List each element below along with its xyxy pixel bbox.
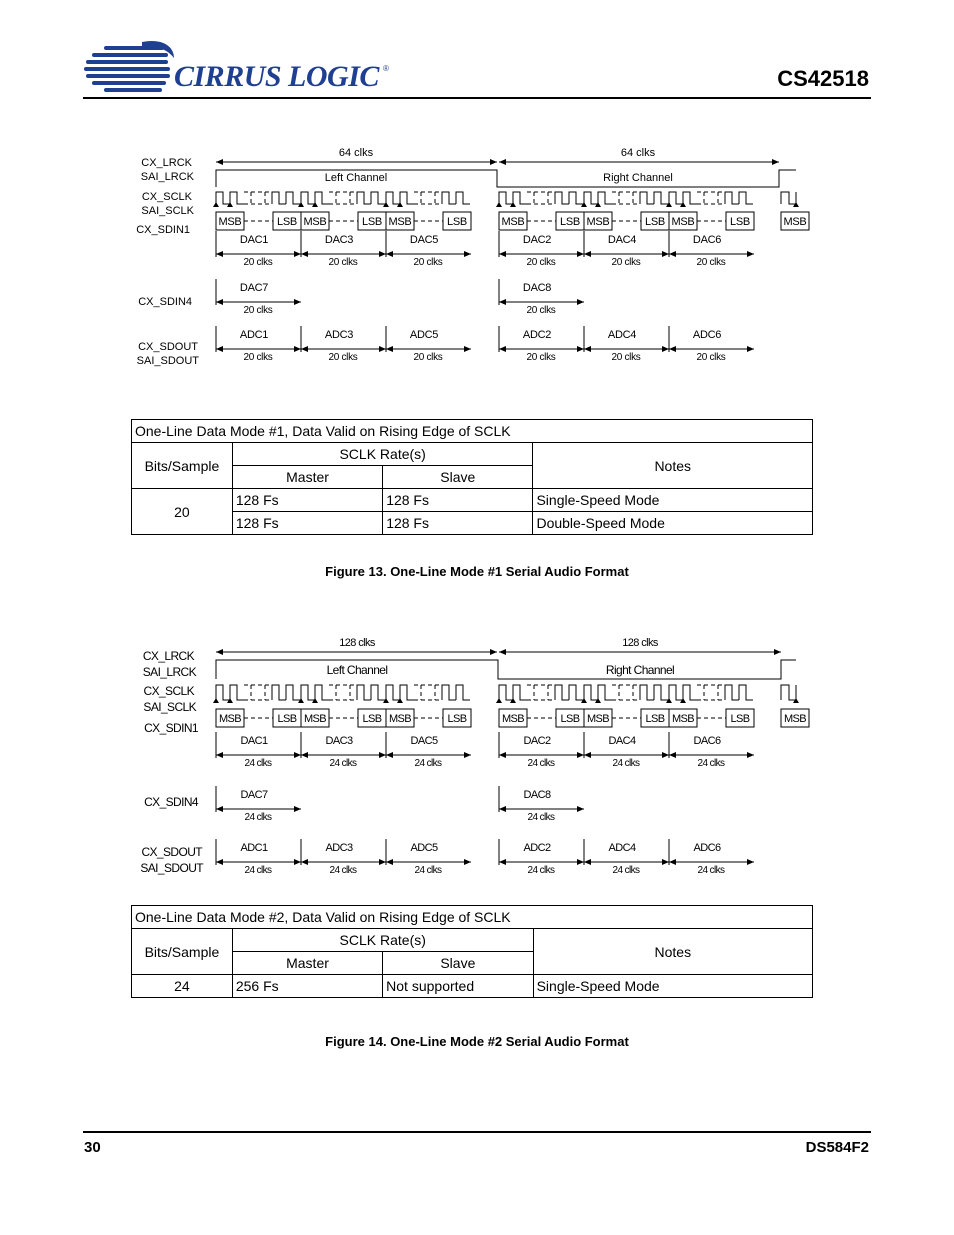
sclk-pulse — [301, 685, 315, 700]
fig14-row1-bits: 24 — [132, 975, 233, 998]
doc-id: DS584F2 — [805, 1139, 869, 1156]
slot-channel-label: DAC1 — [240, 735, 268, 747]
slot-clks-label: 20 clks — [328, 257, 358, 268]
lsb-label: LSB — [645, 216, 665, 228]
fig14-label-sdout: CX_SDOUT — [141, 845, 202, 859]
slot-clks-label: 20 clks — [526, 305, 556, 316]
slot-channel-label: ADC2 — [523, 842, 551, 854]
slot-clks-label: 24 clks — [329, 758, 357, 769]
sclk-pulse — [640, 685, 654, 700]
msb-label: MSB — [388, 216, 412, 228]
lsb-label: LSB — [560, 216, 580, 228]
rising-edge-arrow-icon — [213, 698, 219, 703]
fig13-label-sai-sdout: SAI_SDOUT — [136, 355, 199, 367]
lsb-label: LSB — [645, 713, 665, 725]
msb-label: MSB — [218, 713, 242, 725]
sclk-dashed-run — [527, 685, 555, 700]
slot-clks-label: 20 clks — [243, 305, 273, 316]
slot-clks-label: 24 clks — [244, 812, 272, 823]
slot-clks-label: 20 clks — [611, 352, 641, 363]
slot-clks-label: 24 clks — [414, 758, 442, 769]
slot-clks-label: 24 clks — [527, 812, 555, 823]
sclk-pulse — [499, 685, 513, 700]
sclk-pulse — [272, 685, 286, 700]
slot-channel-label: ADC1 — [239, 329, 269, 341]
slot-channel-label: DAC5 — [410, 735, 438, 747]
slot-channel-label: ADC6 — [693, 842, 721, 854]
sclk-pulse — [584, 685, 598, 700]
msb-label: MSB — [671, 713, 695, 725]
fig13-row2-slave: 128 Fs — [383, 512, 533, 535]
fig13-slave-header: Slave — [383, 466, 533, 489]
part-number: CS42518 — [777, 66, 869, 91]
fig14-spec-table — [131, 905, 813, 998]
slot-channel-label: ADC5 — [410, 842, 438, 854]
sclk-pulse — [739, 685, 753, 700]
fig14-slot-rows — [216, 732, 754, 876]
slot-channel-label: DAC6 — [692, 234, 722, 246]
fig14-row1-notes: Single-Speed Mode — [533, 975, 812, 998]
slot-channel-label: ADC5 — [409, 329, 439, 341]
slot-clks-label: 24 clks — [612, 758, 640, 769]
slot-channel-label: DAC5 — [409, 234, 439, 246]
sclk-pulse — [725, 685, 739, 700]
slot-channel-label: DAC4 — [607, 234, 637, 246]
fig13-bits-header: Bits/Sample — [132, 443, 233, 489]
fig14-lrck-waveform — [216, 660, 796, 679]
slot-clks-label: 24 clks — [612, 865, 640, 876]
fig13-row2-notes: Double-Speed Mode — [533, 512, 813, 535]
slot-channel-label: ADC3 — [324, 329, 354, 341]
fig13-label-sdout: CX_SDOUT — [138, 341, 198, 353]
msb-label: MSB — [388, 713, 412, 725]
fig14-label-sai-lrck: SAI_LRCK — [142, 665, 196, 679]
sclk-pulse — [781, 685, 796, 700]
fig13-bits-value: 20 — [132, 489, 233, 535]
fig13-label-sai-lrck: SAI_LRCK — [140, 171, 194, 183]
slot-channel-label: ADC4 — [607, 329, 637, 341]
sclk-dashed-run — [329, 685, 357, 700]
slot-channel-label: DAC7 — [240, 789, 268, 801]
logo-wordmark: CIRRUS LOGIC — [174, 60, 379, 93]
msb-label: MSB — [671, 216, 695, 228]
fig13-table-title: One-Line Data Mode #1, Data Valid on Rising Edge of SCLK — [132, 420, 813, 443]
msb-label: MSB — [218, 216, 242, 228]
msb-label: MSB — [586, 216, 610, 228]
slot-clks-label: 24 clks — [329, 865, 357, 876]
slot-channel-label: DAC7 — [239, 282, 269, 294]
lsb-label: LSB — [277, 216, 297, 228]
msb-label: MSB — [303, 713, 327, 725]
slot-channel-label: ADC6 — [692, 329, 722, 341]
fig13-label-cx-sclk: CX_SCLK — [141, 191, 192, 203]
slot-clks-label: 24 clks — [414, 865, 442, 876]
msb-label: MSB — [303, 216, 327, 228]
fig13-notes-header: Notes — [533, 443, 813, 489]
slot-clks-label: 20 clks — [413, 352, 443, 363]
fig14-label-cx-lrck: CX_LRCK — [142, 649, 194, 663]
fig14-row1-master: 256 Fs — [232, 975, 382, 998]
fig14-slave-header: Slave — [383, 952, 533, 975]
fig13-row1-notes: Single-Speed Mode — [533, 489, 813, 512]
msb-label: MSB — [783, 216, 807, 228]
sclk-dashed-run — [414, 685, 442, 700]
sclk-pulse — [400, 685, 414, 700]
lsb-label: LSB — [447, 216, 467, 228]
fig14-table-title: One-Line Data Mode #2, Data Valid on Rising Edge of SCLK — [132, 906, 813, 929]
fig13-frame-left-label: 64 clks — [338, 147, 374, 159]
fig13-master-header: Master — [232, 466, 382, 489]
fig13-row1-slave: 128 Fs — [383, 489, 533, 512]
sclk-pulse — [654, 685, 668, 700]
fig14-frame-right-label: 128 clks — [622, 637, 658, 649]
msb-label: MSB — [501, 713, 525, 725]
fig14-sdin1-row — [216, 709, 809, 727]
slot-clks-label: 20 clks — [328, 352, 358, 363]
rising-edge-arrow-icon — [496, 698, 502, 703]
table-row — [132, 975, 813, 998]
fig14-frame-left-label: 128 clks — [339, 637, 375, 649]
sclk-pulse — [230, 685, 244, 700]
lsb-label: LSB — [730, 216, 750, 228]
fig14-right-channel: Right Channel — [605, 663, 675, 677]
sclk-pulse — [386, 685, 400, 700]
slot-clks-label: 24 clks — [244, 758, 272, 769]
slot-clks-label: 20 clks — [243, 257, 273, 268]
sclk-pulse — [456, 685, 470, 700]
sclk-pulse — [286, 685, 300, 700]
fig13-sclk-header: SCLK Rate(s) — [232, 443, 533, 466]
slot-channel-label: ADC1 — [240, 842, 268, 854]
slot-clks-label: 24 clks — [697, 865, 725, 876]
fig14-sclk-header: SCLK Rate(s) — [232, 929, 533, 952]
slot-clks-label: 20 clks — [696, 257, 726, 268]
slot-clks-label: 20 clks — [696, 352, 726, 363]
lsb-label: LSB — [560, 713, 580, 725]
fig13-label-sai-sclk: SAI_SCLK — [141, 205, 194, 217]
lsb-label: LSB — [730, 713, 750, 725]
fig13-caption: Figure 13. One-Line Mode #1 Serial Audio Format — [325, 564, 629, 579]
fig13-right-channel: Right Channel — [603, 172, 673, 184]
fig14-label-sdin4: CX_SDIN4 — [144, 795, 198, 809]
slot-channel-label: DAC2 — [523, 735, 551, 747]
msb-label: MSB — [783, 713, 807, 725]
fig14-label-sai-sdout: SAI_SDOUT — [140, 861, 203, 875]
slot-channel-label: DAC8 — [522, 282, 552, 294]
page-number: 30 — [84, 1139, 101, 1156]
msb-label: MSB — [586, 713, 610, 725]
sclk-dashed-run — [697, 685, 725, 700]
sclk-pulse — [683, 685, 697, 700]
slot-clks-label: 20 clks — [526, 352, 556, 363]
sclk-pulse — [669, 685, 683, 700]
sclk-pulse — [371, 685, 385, 700]
slot-clks-label: 20 clks — [243, 352, 273, 363]
lsb-label: LSB — [362, 713, 382, 725]
slot-channel-label: ADC4 — [608, 842, 636, 854]
fig14-left-channel: Left Channel — [326, 663, 388, 677]
fig13-row1-master: 128 Fs — [232, 489, 382, 512]
slot-channel-label: DAC6 — [693, 735, 721, 747]
fig14-frame-arrows — [216, 649, 781, 655]
fig13-label-sdin1: CX_SDIN1 — [136, 224, 190, 236]
fig14-master-header: Master — [232, 952, 382, 975]
fig14-caption: Figure 14. One-Line Mode #2 Serial Audio Format — [325, 1034, 629, 1049]
fig13-left-channel: Left Channel — [324, 172, 388, 184]
fig13-label-cx-lrck: CX_LRCK — [141, 157, 192, 169]
fig14-signal-labels — [140, 649, 204, 875]
fig14-notes-header: Notes — [533, 929, 812, 975]
slot-channel-label: DAC4 — [608, 735, 636, 747]
lsb-label: LSB — [447, 713, 467, 725]
slot-channel-label: DAC3 — [324, 234, 354, 246]
fig14-label-sdin1: CX_SDIN1 — [144, 721, 198, 735]
sclk-pulse — [569, 685, 583, 700]
fig13-frame-right-label: 64 clks — [620, 147, 656, 159]
fig13-label-sdin4: CX_SDIN4 — [138, 296, 192, 308]
slot-channel-label: ADC3 — [325, 842, 353, 854]
slot-channel-label: DAC2 — [522, 234, 552, 246]
fig14-bits-header: Bits/Sample — [132, 929, 233, 975]
slot-clks-label: 24 clks — [527, 865, 555, 876]
fig13-row2-master: 128 Fs — [232, 512, 382, 535]
fig14-label-sai-sclk: SAI_SCLK — [143, 700, 196, 714]
slot-channel-label: ADC2 — [522, 329, 552, 341]
registered-mark: ® — [383, 64, 389, 73]
fig14-row1-slave: Not supported — [383, 975, 533, 998]
slot-clks-label: 24 clks — [697, 758, 725, 769]
sclk-pulse — [513, 685, 527, 700]
fig14-sclk-waveform — [213, 685, 799, 703]
slot-channel-label: DAC8 — [523, 789, 551, 801]
msb-label: MSB — [501, 216, 525, 228]
lsb-label: LSB — [277, 713, 297, 725]
sclk-dashed-run — [244, 685, 272, 700]
slot-channel-label: DAC3 — [325, 735, 353, 747]
sclk-pulse — [442, 685, 456, 700]
slot-clks-label: 24 clks — [527, 758, 555, 769]
fig14-label-cx-sclk: CX_SCLK — [143, 684, 194, 698]
sclk-pulse — [357, 685, 371, 700]
footer-rule — [83, 1131, 871, 1133]
sclk-pulse — [598, 685, 612, 700]
sclk-pulse — [555, 685, 569, 700]
lsb-label: LSB — [362, 216, 382, 228]
sclk-pulse — [315, 685, 329, 700]
slot-clks-label: 20 clks — [526, 257, 556, 268]
slot-clks-label: 20 clks — [413, 257, 443, 268]
slot-channel-label: DAC1 — [239, 234, 269, 246]
slot-clks-label: 24 clks — [244, 865, 272, 876]
slot-clks-label: 20 clks — [611, 257, 641, 268]
sclk-pulse — [216, 685, 230, 700]
sclk-dashed-run — [612, 685, 640, 700]
